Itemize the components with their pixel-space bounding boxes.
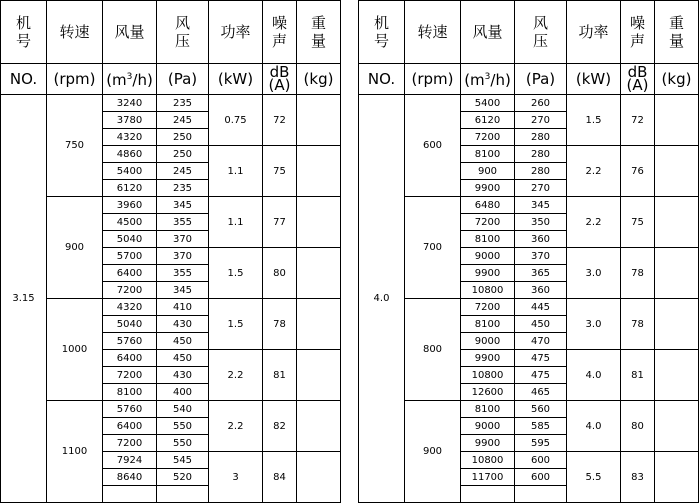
- power-cell: 3.0: [567, 299, 621, 350]
- airflow-cell: 9900: [461, 180, 515, 197]
- power-cell: 2.2: [567, 197, 621, 248]
- airflow-cell: 8100: [461, 146, 515, 163]
- pressure-cell: 280: [515, 163, 567, 180]
- table-row: [359, 299, 699, 316]
- pressure-cell: 445: [515, 299, 567, 316]
- pressure-cell: 595: [515, 435, 567, 452]
- unit-pa: (Pa): [157, 64, 209, 95]
- speed-cell: 800: [405, 299, 461, 401]
- pressure-cell: 250: [157, 146, 209, 163]
- pressure-cell: 345: [515, 197, 567, 214]
- table-row: [359, 197, 699, 214]
- pressure-cell: 245: [157, 112, 209, 129]
- pressure-cell: 450: [515, 316, 567, 333]
- fan-spec-table-right: [358, 0, 699, 503]
- table-row: [1, 401, 341, 418]
- airflow-cell: 5760: [103, 333, 157, 350]
- speed-cell: 900: [405, 401, 461, 503]
- weight-cell: [655, 452, 699, 503]
- noise-cell: 76: [621, 146, 655, 197]
- airflow-cell: 8100: [461, 401, 515, 418]
- pressure-cell: [157, 486, 209, 503]
- pressure-cell: 365: [515, 265, 567, 282]
- unit-kw: (kW): [209, 64, 263, 95]
- pressure-cell: 430: [157, 367, 209, 384]
- airflow-cell: 9900: [461, 265, 515, 282]
- airflow-cell: 7200: [461, 129, 515, 146]
- weight-cell: [297, 197, 341, 248]
- pressure-cell: 280: [515, 146, 567, 163]
- pressure-cell: 345: [157, 282, 209, 299]
- unit-db: dB (A): [263, 64, 297, 95]
- airflow-cell: 9000: [461, 418, 515, 435]
- power-cell: 2.2: [567, 146, 621, 197]
- noise-cell: 78: [621, 299, 655, 350]
- airflow-cell: 10800: [461, 367, 515, 384]
- unit-db: dB (A): [621, 64, 655, 95]
- power-cell: 3: [209, 452, 263, 503]
- power-cell: 1.1: [209, 146, 263, 197]
- pressure-cell: 370: [515, 248, 567, 265]
- airflow-cell: 4320: [103, 299, 157, 316]
- airflow-cell: 6400: [103, 265, 157, 282]
- header-noise: 噪 声: [263, 1, 297, 64]
- airflow-cell: 11700: [461, 469, 515, 486]
- unit-pa: (Pa): [515, 64, 567, 95]
- airflow-cell: 9900: [461, 435, 515, 452]
- airflow-cell: 7200: [103, 282, 157, 299]
- noise-cell: 83: [621, 452, 655, 503]
- pressure-cell: 550: [157, 435, 209, 452]
- noise-cell: 78: [621, 248, 655, 299]
- noise-cell: 75: [263, 146, 297, 197]
- pressure-cell: 400: [157, 384, 209, 401]
- pressure-cell: 260: [515, 95, 567, 112]
- power-cell: 0.75: [209, 95, 263, 146]
- pressure-cell: 475: [515, 367, 567, 384]
- airflow-cell: 9000: [461, 333, 515, 350]
- header-pressure: 风 压: [515, 1, 567, 64]
- pressure-cell: 520: [157, 469, 209, 486]
- power-cell: 1.5: [209, 299, 263, 350]
- noise-cell: 72: [263, 95, 297, 146]
- airflow-cell: 3960: [103, 197, 157, 214]
- unit-rpm: (rpm): [405, 64, 461, 95]
- airflow-cell: 8100: [461, 316, 515, 333]
- airflow-cell: 7200: [103, 435, 157, 452]
- airflow-cell: 3240: [103, 95, 157, 112]
- airflow-cell: 4320: [103, 129, 157, 146]
- power-cell: 1.5: [567, 95, 621, 146]
- airflow-cell: 10800: [461, 452, 515, 469]
- speed-cell: 700: [405, 197, 461, 299]
- header-speed: 转速: [405, 1, 461, 64]
- weight-cell: [655, 146, 699, 197]
- airflow-cell: 6480: [461, 197, 515, 214]
- airflow-cell: 9900: [461, 350, 515, 367]
- pressure-cell: 360: [515, 282, 567, 299]
- pressure-cell: 600: [515, 469, 567, 486]
- noise-cell: 78: [263, 299, 297, 350]
- noise-cell: 77: [263, 197, 297, 248]
- power-cell: 4.0: [567, 401, 621, 452]
- pressure-cell: 545: [157, 452, 209, 469]
- weight-cell: [297, 350, 341, 401]
- pressure-cell: 270: [515, 112, 567, 129]
- airflow-cell: [461, 486, 515, 503]
- pressure-cell: 370: [157, 231, 209, 248]
- pressure-cell: 350: [515, 214, 567, 231]
- header-airflow: 风量: [103, 1, 157, 64]
- pressure-cell: 560: [515, 401, 567, 418]
- weight-cell: [655, 248, 699, 299]
- airflow-cell: 5040: [103, 316, 157, 333]
- noise-cell: 72: [621, 95, 655, 146]
- table-row: [359, 401, 699, 418]
- unit-airflow: $(m^3/h)$: [461, 64, 515, 95]
- weight-cell: [655, 95, 699, 146]
- header-airflow: 风量: [461, 1, 515, 64]
- unit-kw: (kW): [567, 64, 621, 95]
- header-machine-no: 机 号: [359, 1, 405, 64]
- power-cell: 1.5: [209, 248, 263, 299]
- header-speed: 转速: [47, 1, 103, 64]
- weight-cell: [297, 248, 341, 299]
- unit-kg: (kg): [655, 64, 699, 95]
- pressure-cell: 280: [515, 129, 567, 146]
- pressure-cell: 355: [157, 214, 209, 231]
- pressure-cell: 475: [515, 350, 567, 367]
- pressure-cell: 465: [515, 384, 567, 401]
- pressure-cell: 430: [157, 316, 209, 333]
- noise-cell: 84: [263, 452, 297, 503]
- table-row: [1, 95, 341, 112]
- weight-cell: [655, 401, 699, 452]
- weight-cell: [297, 95, 341, 146]
- airflow-cell: 7200: [461, 299, 515, 316]
- pressure-cell: 470: [515, 333, 567, 350]
- table-row: [1, 197, 341, 214]
- airflow-cell: 7924: [103, 452, 157, 469]
- weight-cell: [655, 197, 699, 248]
- weight-cell: [297, 146, 341, 197]
- noise-cell: 80: [263, 248, 297, 299]
- weight-cell: [297, 401, 341, 452]
- power-cell: 4.0: [567, 350, 621, 401]
- noise-cell: 82: [263, 401, 297, 452]
- airflow-cell: 6400: [103, 350, 157, 367]
- pressure-cell: 360: [515, 231, 567, 248]
- pressure-cell: 450: [157, 333, 209, 350]
- airflow-cell: 5040: [103, 231, 157, 248]
- power-cell: 2.2: [209, 401, 263, 452]
- power-cell: 5.5: [567, 452, 621, 503]
- header-machine-no: 机 号: [1, 1, 47, 64]
- machine-no-cell: 4.0: [359, 95, 405, 503]
- noise-cell: 81: [621, 350, 655, 401]
- airflow-cell: 3780: [103, 112, 157, 129]
- speed-cell: 750: [47, 95, 103, 197]
- airflow-cell: 6400: [103, 418, 157, 435]
- unit-airflow: $(m^3/h)$: [103, 64, 157, 95]
- pressure-cell: 450: [157, 350, 209, 367]
- airflow-cell: 6120: [103, 180, 157, 197]
- pressure-cell: 585: [515, 418, 567, 435]
- fan-spec-table-left: [0, 0, 341, 503]
- unit-no: NO.: [359, 64, 405, 95]
- airflow-cell: 4860: [103, 146, 157, 163]
- airflow-cell: 5400: [461, 95, 515, 112]
- airflow-cell: 4500: [103, 214, 157, 231]
- speed-cell: 1100: [47, 401, 103, 503]
- speed-cell: 1000: [47, 299, 103, 401]
- airflow-cell: [103, 486, 157, 503]
- speed-cell: 900: [47, 197, 103, 299]
- weight-cell: [297, 452, 341, 503]
- header-noise: 噪 声: [621, 1, 655, 64]
- pressure-cell: 345: [157, 197, 209, 214]
- pressure-cell: 250: [157, 129, 209, 146]
- power-cell: 3.0: [567, 248, 621, 299]
- airflow-cell: 8100: [461, 231, 515, 248]
- pressure-cell: 410: [157, 299, 209, 316]
- noise-cell: 81: [263, 350, 297, 401]
- noise-cell: 75: [621, 197, 655, 248]
- unit-kg: (kg): [297, 64, 341, 95]
- header-weight: 重 量: [655, 1, 699, 64]
- pressure-cell: 370: [157, 248, 209, 265]
- airflow-cell: 5700: [103, 248, 157, 265]
- table-row: [359, 95, 699, 112]
- unit-no: NO.: [1, 64, 47, 95]
- power-cell: 1.1: [209, 197, 263, 248]
- power-cell: 2.2: [209, 350, 263, 401]
- airflow-cell: 8100: [103, 384, 157, 401]
- pressure-cell: 235: [157, 95, 209, 112]
- pressure-cell: 600: [515, 452, 567, 469]
- airflow-cell: 12600: [461, 384, 515, 401]
- pressure-cell: 270: [515, 180, 567, 197]
- airflow-cell: 8640: [103, 469, 157, 486]
- noise-cell: 80: [621, 401, 655, 452]
- pressure-cell: [515, 486, 567, 503]
- header-pressure: 风 压: [157, 1, 209, 64]
- table-row: [1, 299, 341, 316]
- header-power: 功率: [567, 1, 621, 64]
- airflow-cell: 7200: [461, 214, 515, 231]
- weight-cell: [655, 350, 699, 401]
- airflow-cell: 7200: [103, 367, 157, 384]
- unit-rpm: (rpm): [47, 64, 103, 95]
- pressure-cell: 540: [157, 401, 209, 418]
- speed-cell: 600: [405, 95, 461, 197]
- pressure-cell: 355: [157, 265, 209, 282]
- airflow-cell: 6120: [461, 112, 515, 129]
- airflow-cell: 9000: [461, 248, 515, 265]
- airflow-cell: 900: [461, 163, 515, 180]
- weight-cell: [297, 299, 341, 350]
- header-weight: 重 量: [297, 1, 341, 64]
- machine-no-cell: 3.15: [1, 95, 47, 503]
- pressure-cell: 550: [157, 418, 209, 435]
- airflow-cell: 5760: [103, 401, 157, 418]
- airflow-cell: 5400: [103, 163, 157, 180]
- header-power: 功率: [209, 1, 263, 64]
- pressure-cell: 245: [157, 163, 209, 180]
- airflow-cell: 10800: [461, 282, 515, 299]
- weight-cell: [655, 299, 699, 350]
- pressure-cell: 235: [157, 180, 209, 197]
